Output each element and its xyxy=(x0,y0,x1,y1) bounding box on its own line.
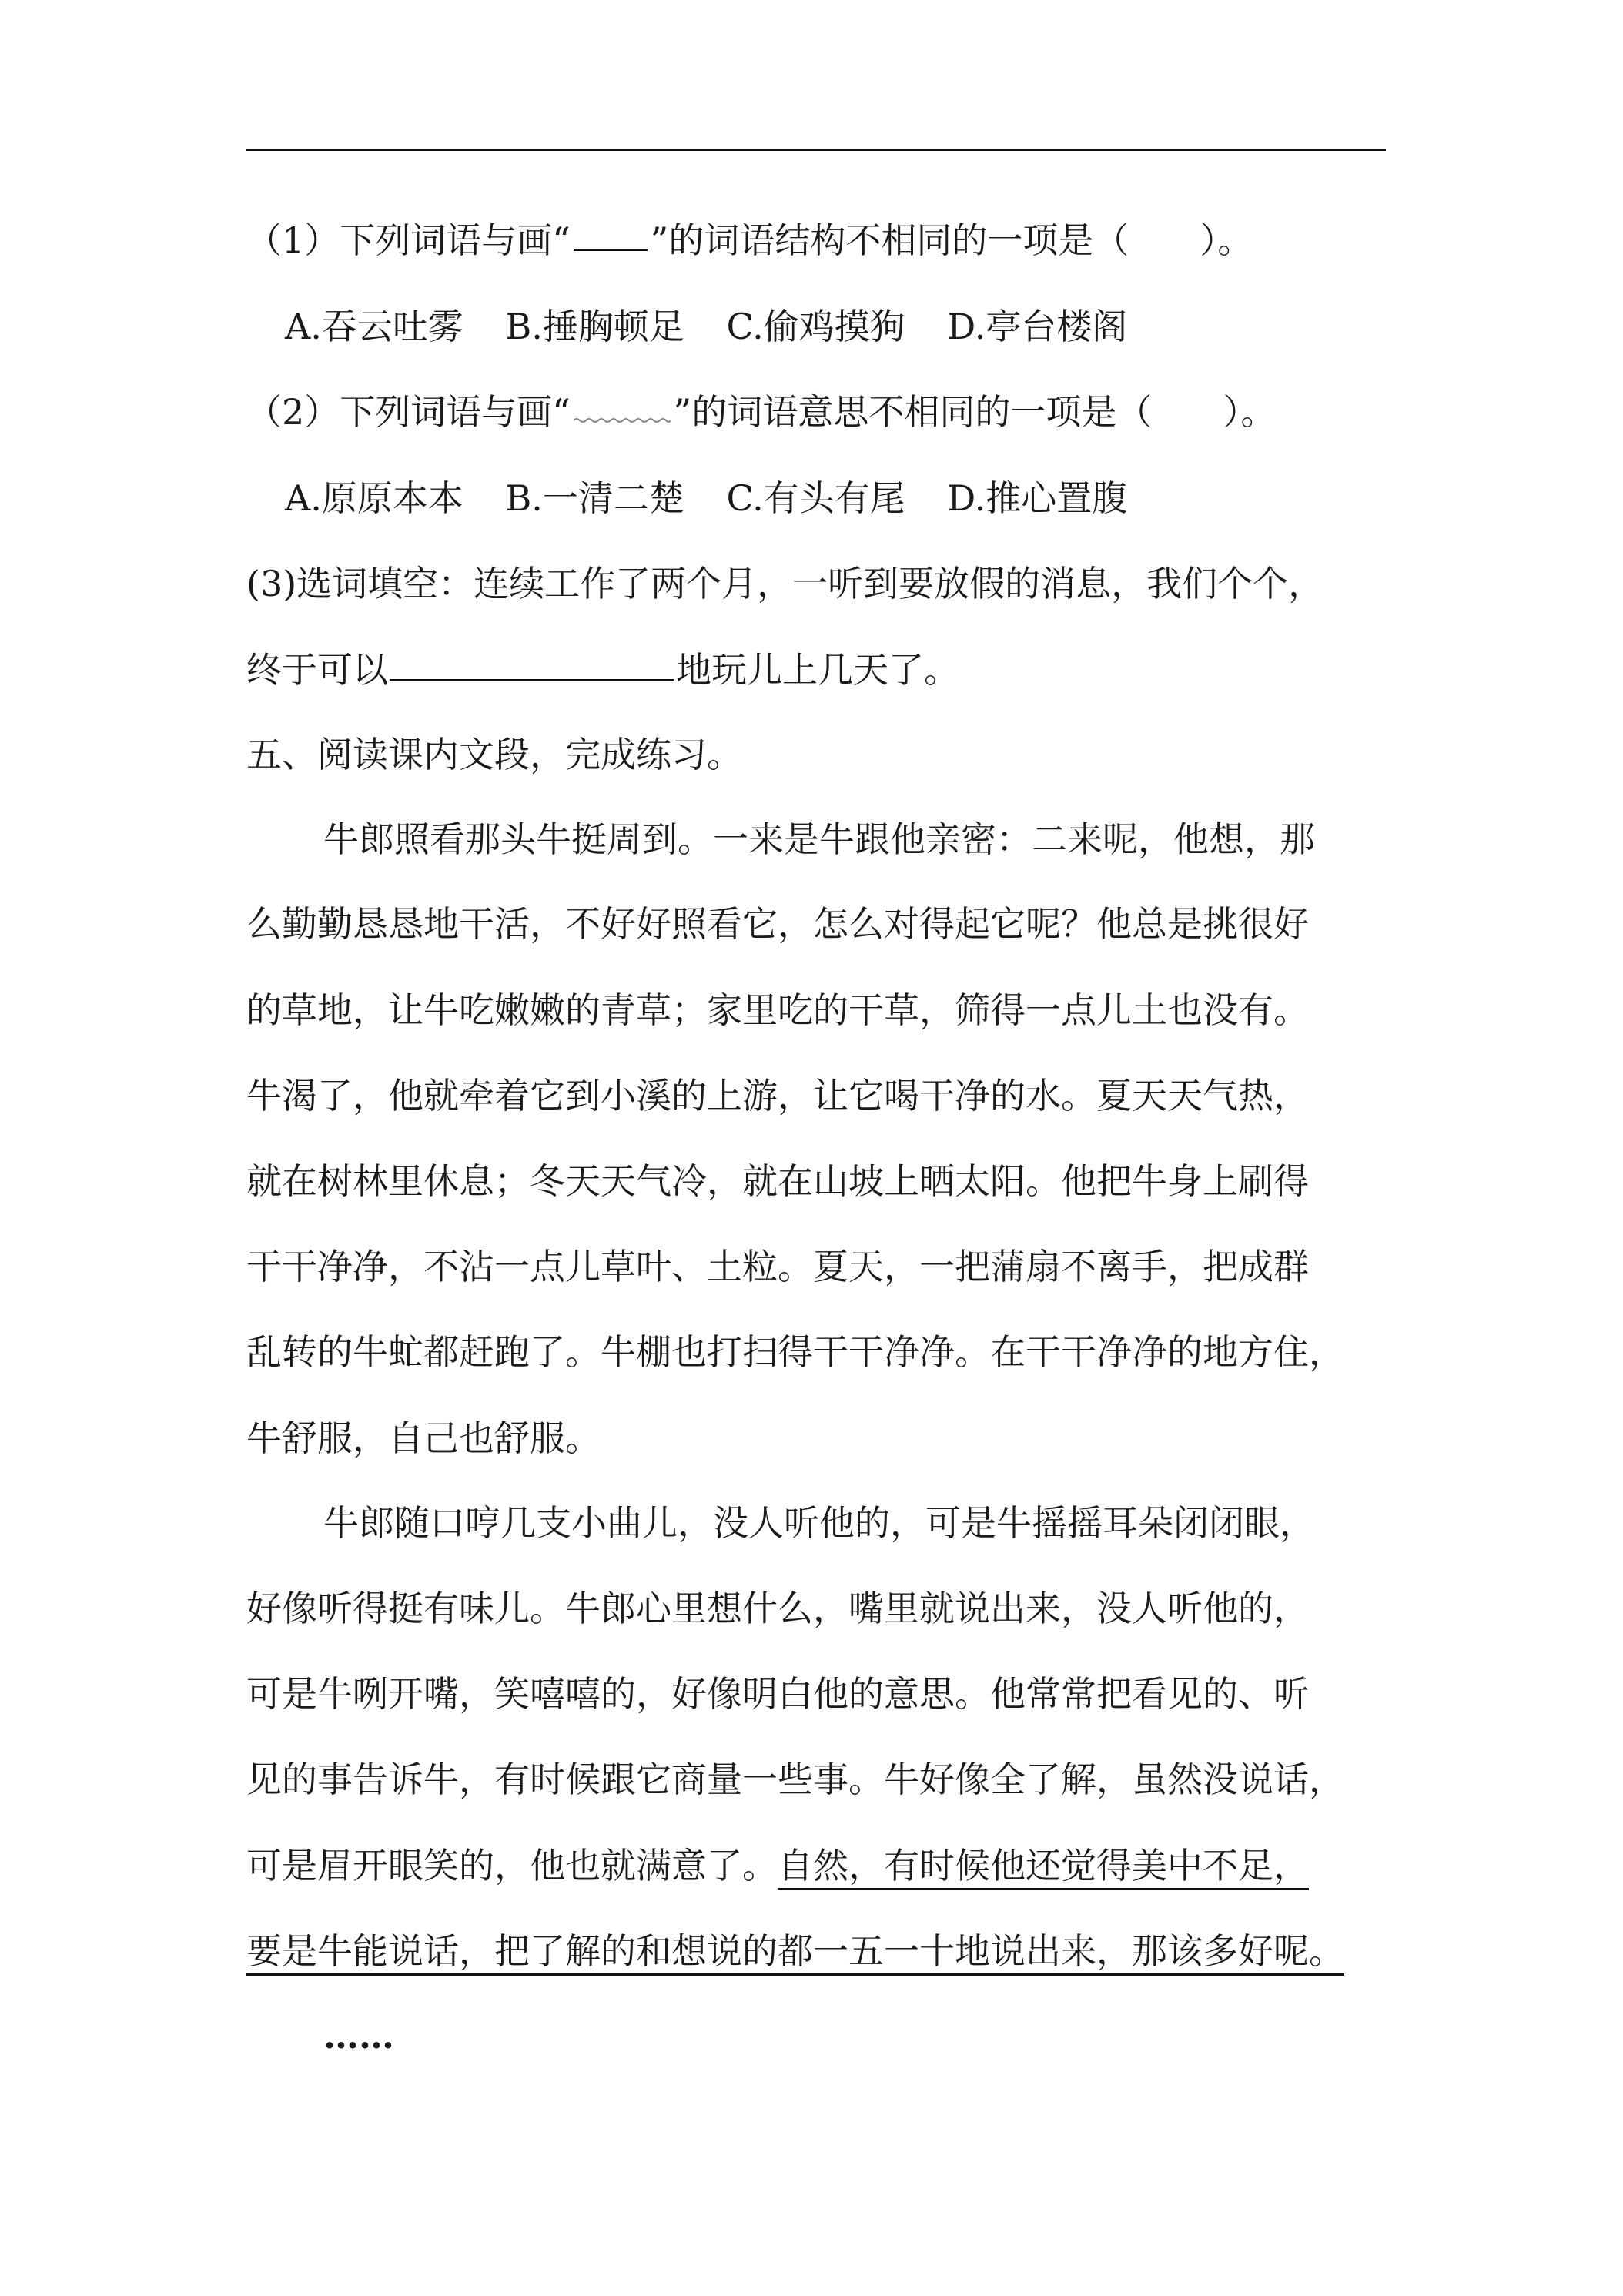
question-1-suffix: ”的词语结构不相同的一项是（ ）。 xyxy=(650,219,1253,261)
header-rule xyxy=(246,149,1386,151)
para-2-text: 可是眉开眼笑的，他也就满意了。 xyxy=(246,1845,778,1886)
question-3-prefix: 终于可以 xyxy=(246,649,388,691)
question-2-prefix: （2）下列词语与画“ xyxy=(246,391,571,433)
ellipsis: …… xyxy=(323,2015,394,2057)
para-2-line: 见的事告诉牛，有时候跟它商量一些事。牛好像全了解，虽然没说话， xyxy=(246,1759,1344,1800)
option-c: C.偷鸡摸狗 xyxy=(726,306,905,347)
para-1-line: 就在树林里休息；冬天天气冷，就在山坡上晒太阳。他把牛身上刷得 xyxy=(246,1160,1309,1202)
question-3-line-2 xyxy=(246,647,1394,693)
option-a: A.原原本本 xyxy=(285,477,463,519)
option-d: D.亭台楼阁 xyxy=(947,306,1128,347)
question-2-suffix: ”的词语意思不相同的一项是（ ）。 xyxy=(673,391,1277,433)
option-a: A.吞云吐雾 xyxy=(285,306,463,347)
para-1-line: 牛舒服，自己也舒服。 xyxy=(246,1417,601,1459)
option-b: B.捶胸顿足 xyxy=(505,306,684,347)
para-2-line xyxy=(246,1928,1394,1974)
para-2-line: 牛郎随口哼几支小曲儿，没人听他的，可是牛摇摇耳朵闭闭眼， xyxy=(323,1502,1315,1544)
underlined-sentence: 自然，有时候他还觉得美中不足， xyxy=(778,1845,1309,1890)
question-1-prefix: （1）下列词语与画“ xyxy=(246,219,571,261)
question-1-options xyxy=(285,303,1432,350)
question-1 xyxy=(246,217,1394,263)
wavy-underline-marker xyxy=(574,417,671,424)
para-1-line: 牛渴了，他就牵着它到小溪的上游，让它喝干净的水。夏天天气热， xyxy=(246,1075,1309,1116)
para-1-line: 么勤勤恳恳地干活，不好好照看它，怎么对得起它呢？他总是挑很好 xyxy=(246,903,1309,945)
fill-in-blank[interactable] xyxy=(390,679,674,681)
question-3-suffix: 地玩儿上几天了。 xyxy=(676,649,959,691)
para-2-line: 可是牛咧开嘴，笑嘻嘻的，好像明白他的意思。他常常把看见的、听 xyxy=(246,1673,1309,1715)
option-c: C.有头有尾 xyxy=(726,477,905,519)
para-1-line: 牛郎照看那头牛挺周到。一来是牛跟他亲密：二来呢，他想，那 xyxy=(323,818,1315,860)
question-2-options xyxy=(285,475,1432,521)
option-b: B.一清二楚 xyxy=(505,477,684,519)
section-5-heading: 五、阅读课内文段，完成练习。 xyxy=(246,734,742,775)
question-3-line-1: (3)选词填空：连续工作了两个月，一听到要放假的消息，我们个个， xyxy=(246,563,1324,604)
para-1-line: 乱转的牛虻都赶跑了。牛棚也打扫得干干净净。在干干净净的地方住， xyxy=(246,1331,1344,1373)
option-d: D.推心置腹 xyxy=(947,477,1128,519)
para-1-line: 的草地，让牛吃嫩嫩的青草；家里吃的干草，筛得一点儿土也没有。 xyxy=(246,989,1309,1031)
para-2-line: 好像听得挺有味儿。牛郎心里想什么，嘴里就说出来，没人听他的， xyxy=(246,1588,1309,1629)
para-1-line: 干干净净，不沾一点儿草叶、土粒。夏天，一把蒲扇不离手，把成群 xyxy=(246,1246,1309,1287)
solid-underline-marker xyxy=(574,249,648,251)
underlined-sentence: 要是牛能说话，把了解的和想说的都一五一十地说出来，那该多好呢。 xyxy=(246,1930,1344,1976)
para-2-line xyxy=(246,1842,1394,1889)
question-2 xyxy=(246,389,1394,435)
